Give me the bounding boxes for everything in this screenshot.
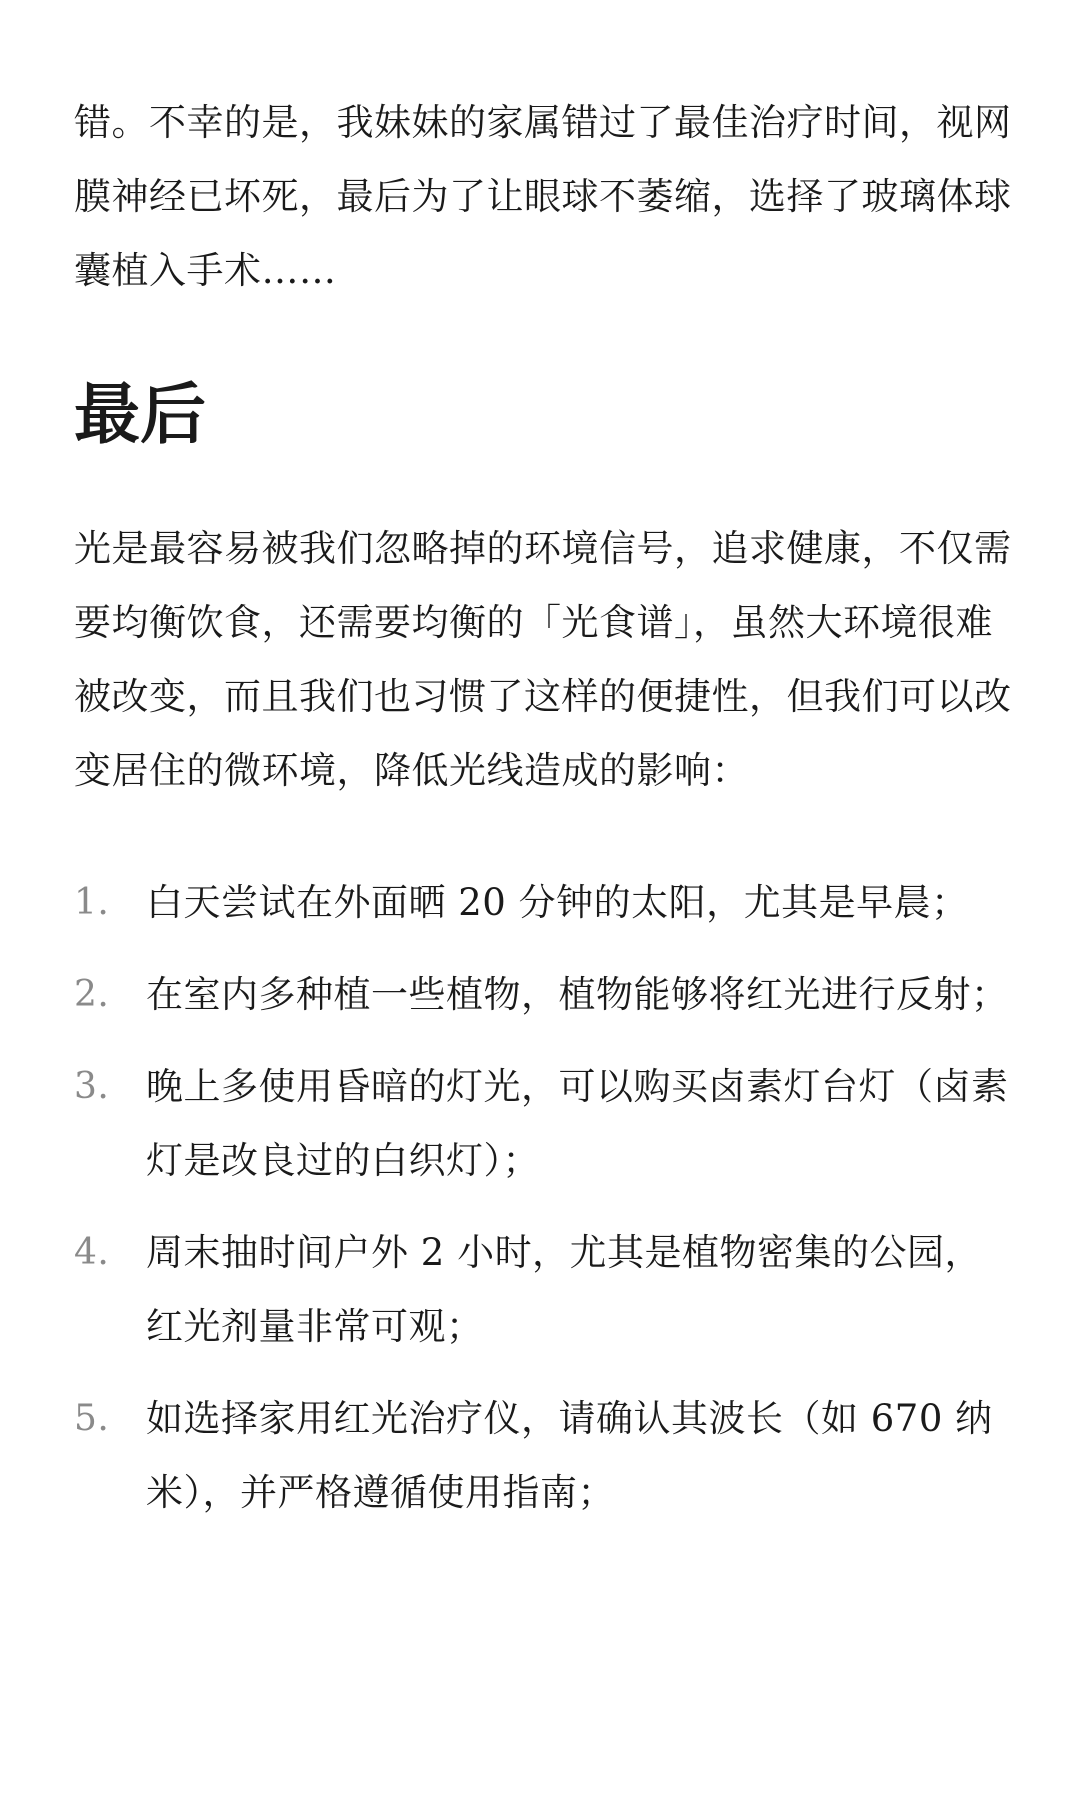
section-heading: 最后 [74, 375, 206, 453]
tips-list [74, 866, 1014, 1530]
list-item-text: 在室内多种植一些植物，植物能够将红光进行反射； [146, 973, 1009, 1016]
list-item-text: 如选择家用红光治疗仪，请确认其波长（如 670 纳米），并严格遵循使用指南； [146, 1397, 993, 1514]
list-number: 3. [74, 1066, 110, 1107]
list-item [74, 1050, 1014, 1198]
article-body [74, 86, 1014, 1548]
list-number: 1. [74, 882, 110, 923]
list-item [74, 866, 1014, 940]
list-number: 2. [74, 974, 110, 1015]
list-number: 5. [74, 1398, 110, 1439]
intro-paragraph: 错。不幸的是，我妹妹的家属错过了最佳治疗时间，视网膜神经已坏死，最后为了让眼球不萎缩，选择了玻璃体球囊植入手术…… [74, 101, 1012, 292]
summary-paragraph: 光是最容易被我们忽略掉的环境信号，追求健康，不仅需要均衡饮食，还需要均衡的「光食谱」，虽然大环境很难被改变，而且我们也习惯了这样的便捷性，但我们可以改变居住的微环境，降低光线造成的影响： [74, 527, 1012, 792]
list-item-text: 晚上多使用昏暗的灯光，可以购买卤素灯台灯（卤素灯是改良过的白织灯）； [146, 1065, 1009, 1182]
list-item [74, 1382, 1014, 1530]
list-item-text: 白天尝试在外面晒 20 分钟的太阳，尤其是早晨； [146, 881, 969, 924]
list-item [74, 958, 1014, 1032]
list-item [74, 1216, 1014, 1364]
list-number: 4. [74, 1232, 110, 1273]
list-item-text: 周末抽时间户外 2 小时，尤其是植物密集的公园，红光剂量非常可观； [146, 1231, 983, 1348]
